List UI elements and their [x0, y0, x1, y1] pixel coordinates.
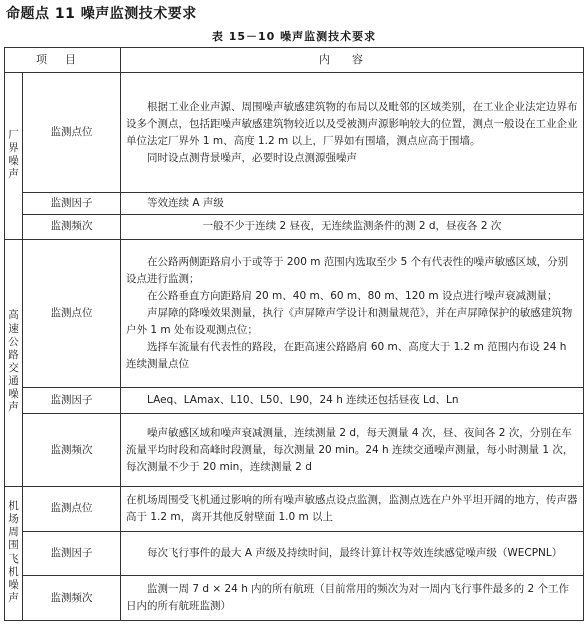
row-content: 在机场周围受飞机通过影响的所有噪声敏感点设点监测，监测点选在户外平坦开阔的地方，传声器高于 1.2 m，离开其他反射壁面 1.0 m 以上 — [121, 487, 584, 532]
header-project: 项目 — [5, 48, 121, 73]
table-row — [5, 387, 584, 413]
group-label: 厂界噪声 — [5, 73, 23, 239]
row-content: 根据工业企业声源、周围噪声敏感建筑物的布局以及毗邻的区域类别，在工业企业法定边界布设多个测点，包括距噪声敏感建筑物较近以及受被测声源影响较大的位置，测点一般设在工业企业单位法定厂界外 1 m、高度 1.2 m 以上，厂界如有围墙，测点应高于围墙。 同时设点测背景噪声，必要时设点测源强噪声 — [121, 73, 584, 193]
table-row — [5, 531, 584, 576]
table-header-row — [5, 48, 584, 73]
table-row — [5, 215, 584, 239]
group-label: 机场周围飞机噪声 — [5, 487, 23, 621]
row-content: 每次飞行事件的最大 A 声级及持续时间，最终计算计权等效连续感觉噪声级（WECPNL） — [121, 531, 584, 576]
row-content: 一般不少于连续 2 昼夜，无连续监测条件的测 2 d，昼夜各 2 次 — [121, 215, 584, 239]
row-label: 监测点位 — [23, 487, 121, 532]
section-heading: 命题点 11 噪声监测技术要求 — [6, 6, 197, 22]
row-label: 监测点位 — [23, 239, 121, 387]
row-content: 在公路两侧距路肩小于或等于 200 m 范围内选取至少 5 个有代表性的噪声敏感区域，分别设点进行监测； 在公路垂直方向距路肩 20 m、40 m、60 m、80 m、120 m 设点进行噪声衰减测量； 声屏障的降噪效果测量，执行《声屏障声学设计和测量规范》，并在声屏障保护的敏感建筑物户外 1 m 处布设观测点位； 选择车流量有代表性的路段，在距高速公路路肩 60 m、高度大于 1.2 m 范围内布设 24 h 连续测量点位 — [121, 239, 584, 387]
row-content: 等效连续 A 声级 — [121, 193, 584, 215]
table-row — [5, 576, 584, 621]
table-row — [5, 239, 584, 387]
row-content: LAeq、LAmax、L10、L50、L90，24 h 连续还包括昼夜 Ld、Ln — [121, 387, 584, 413]
table-caption: 表 15－10 噪声监测技术要求 — [211, 30, 377, 43]
row-content: 监测一周 7 d × 24 h 内的所有航班（目前常用的频次为对一周内飞行事件最多的 2 个工作日内的所有航班监测） — [121, 576, 584, 621]
row-label: 监测因子 — [23, 531, 121, 576]
row-label: 监测点位 — [23, 73, 121, 193]
group-label: 高速公路交通噪声 — [5, 239, 23, 486]
row-label: 监测因子 — [23, 387, 121, 413]
table-row — [5, 487, 584, 532]
header-content: 内容 — [121, 48, 584, 73]
table-row — [5, 193, 584, 215]
row-label: 监测频次 — [23, 576, 121, 621]
noise-monitoring-table — [4, 47, 584, 621]
row-label: 监测频次 — [23, 215, 121, 239]
table-row — [5, 73, 584, 193]
row-label: 监测频次 — [23, 414, 121, 487]
table-row — [5, 414, 584, 487]
row-content: 噪声敏感区域和噪声衰减测量，连续测量 2 d，每天测量 4 次，昼、夜间各 2 次，分别在车流量平均时段和高峰时段测量，每次测量 20 min。24 h 连续交通噪声测量，每小时测量 1 次，每次测量不少于 20 min，连续测量 2 d — [121, 414, 584, 487]
row-label: 监测因子 — [23, 193, 121, 215]
